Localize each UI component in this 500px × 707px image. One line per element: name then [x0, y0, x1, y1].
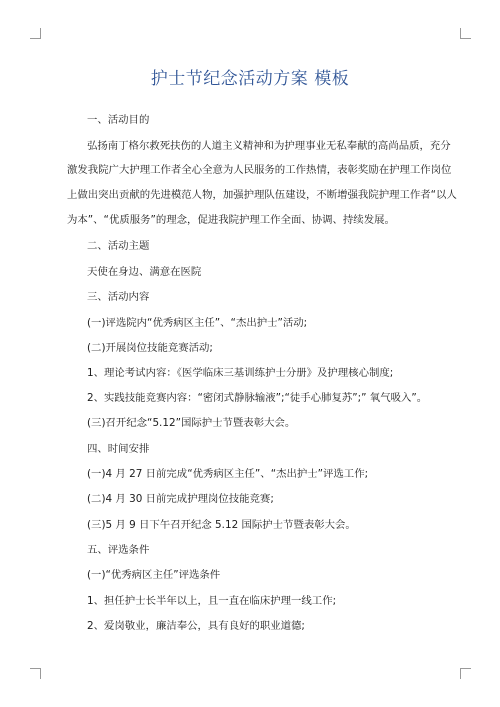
crop-mark-bottom-left	[30, 668, 41, 679]
list-item: 1、担任护士长半年以上，且一直在临床护理一线工作;	[87, 595, 337, 607]
crop-mark-top-left	[30, 28, 41, 39]
list-item: 1、理论考试内容：《医学临床三基训练护士分册》及护理核心制度;	[87, 367, 394, 379]
paragraph-line: 为本”、“优质服务”的理念，促进我院护理工作全面、协调、持续发展。	[67, 214, 395, 226]
list-item: (一)“优秀病区主任”评选条件	[87, 569, 221, 581]
paragraph-line: 激发我院广大护理工作者全心全意为人民服务的工作热情，表彰奖励在护理工作岗位	[67, 164, 452, 176]
list-item: (三)5 月 9 日下午召开纪念 5.12 国际护士节暨表彰大会。	[87, 519, 356, 531]
section-heading-criteria: 五、评选条件	[87, 544, 150, 556]
list-item: 2、爱岗敬业，廉洁奉公，具有良好的职业道德;	[87, 620, 305, 632]
section-heading-purpose: 一、活动目的	[87, 114, 150, 126]
crop-mark-top-right	[460, 28, 471, 39]
list-item: (二)4 月 30 日前完成护理岗位技能竞赛;	[87, 493, 274, 505]
list-item: (一)评选院内“优秀病区主任”、“杰出护士”活动;	[87, 317, 308, 329]
list-item: (一)4 月 27 日前完成“优秀病区主任”、“杰出护士”评选工作;	[87, 468, 369, 480]
paragraph-line: 上做出突出贡献的先进模范人物，加强护理队伍建设，不断增强我院护理工作者“以人	[67, 189, 457, 201]
list-item: 2、实践技能竞赛内容：“密闭式静脉输液”;“徒手心肺复苏”;” 氧气吸入”。	[87, 392, 428, 404]
theme-text: 天使在身边、满意在医院	[87, 266, 202, 278]
crop-mark-bottom-right	[460, 668, 471, 679]
list-item: (二)开展岗位技能竞赛活动;	[87, 342, 213, 354]
section-heading-schedule: 四、时间安排	[87, 443, 150, 455]
document-title: 护士节纪念活动方案 模板	[150, 69, 350, 89]
paragraph-line: 弘扬南丁格尔救死扶伤的人道主义精神和为护理事业无私奉献的高尚品质，充分	[87, 140, 451, 152]
section-heading-content: 三、活动内容	[87, 291, 150, 303]
list-item: (三)召开纪念“5.12”国际护士节暨表彰大会。	[87, 417, 296, 429]
section-heading-theme: 二、活动主题	[87, 240, 150, 252]
